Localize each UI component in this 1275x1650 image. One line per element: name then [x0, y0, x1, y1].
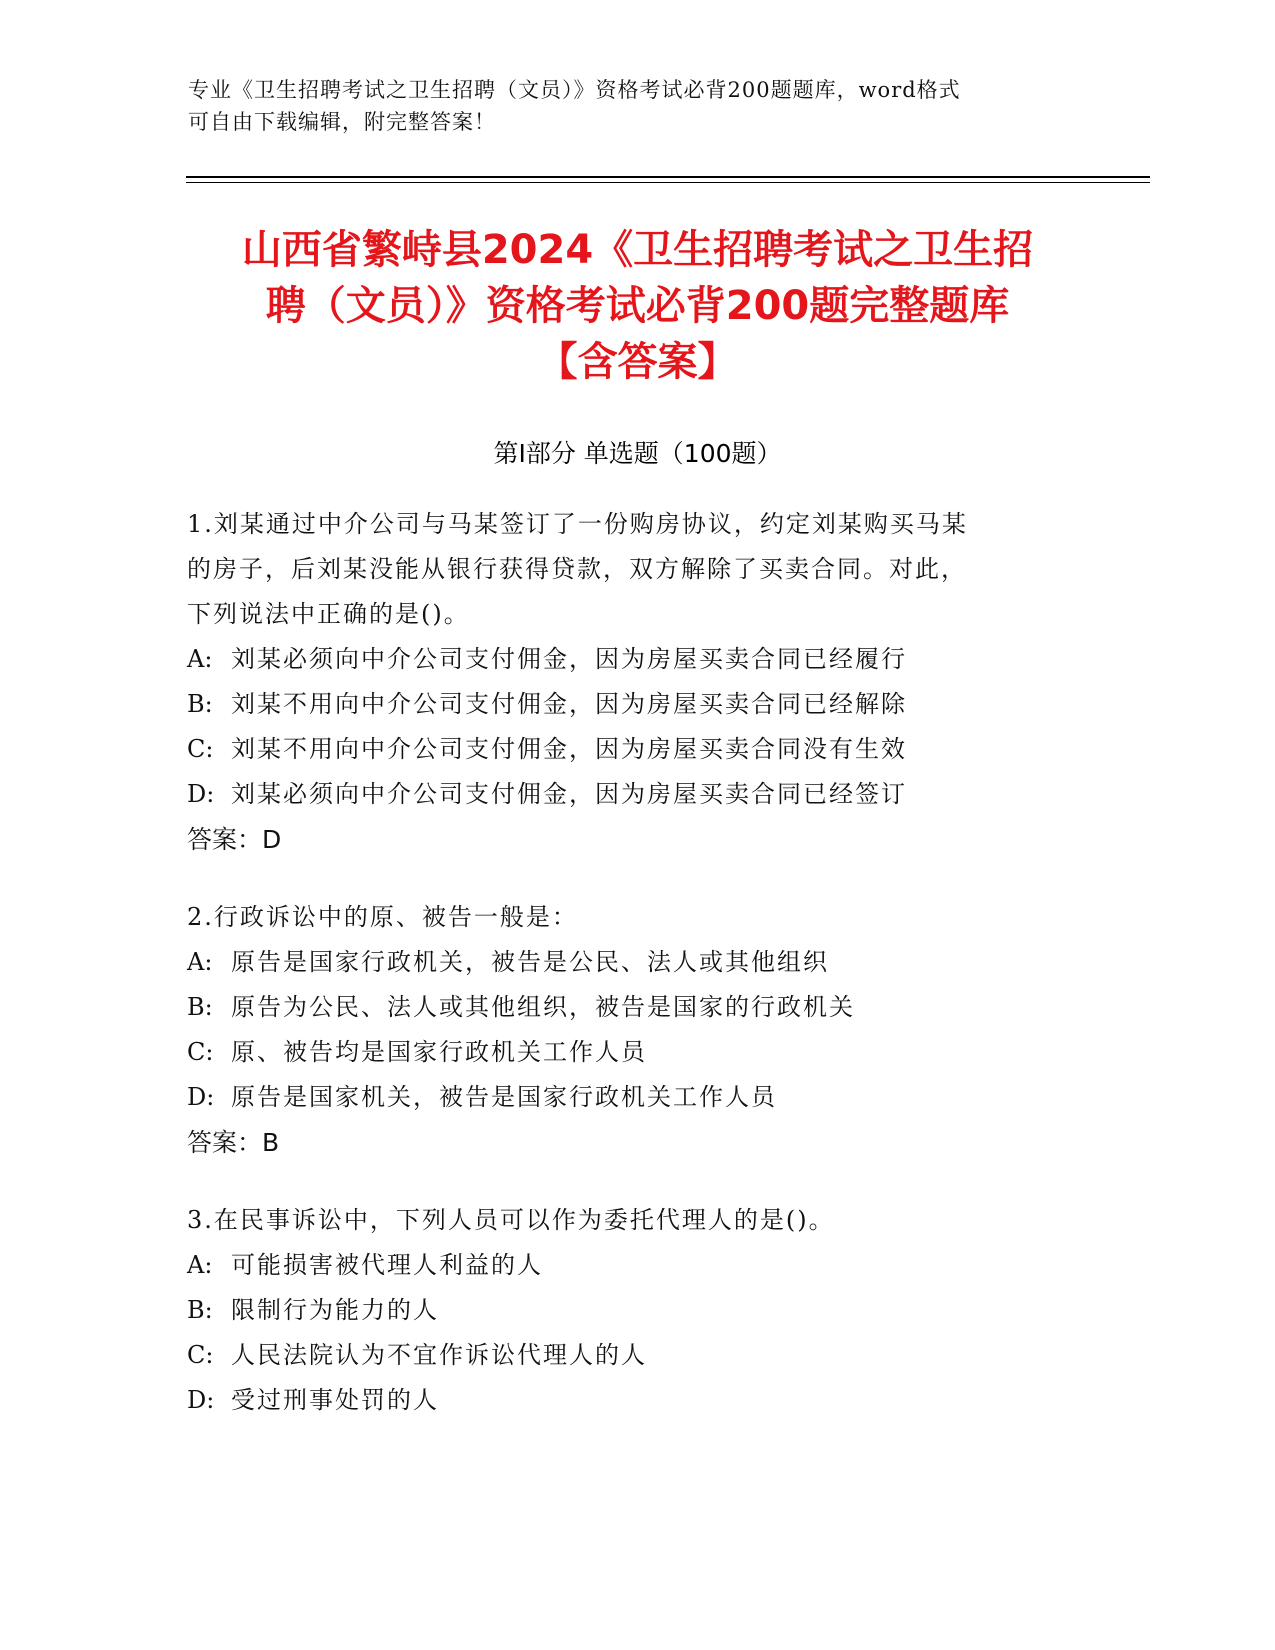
- option-letter: A:: [187, 1251, 213, 1279]
- option-letter: A:: [187, 948, 213, 976]
- option-letter: D:: [187, 780, 215, 808]
- question-stem-line: 下列说法中正确的是()。: [187, 600, 470, 628]
- option-letter: B:: [187, 1296, 213, 1324]
- document-title: [186, 222, 1089, 390]
- option-letter: B:: [187, 993, 213, 1021]
- option-a: [187, 940, 1087, 985]
- option-b: [187, 1288, 1087, 1333]
- option-b: [187, 682, 1087, 727]
- header-divider-thin: [186, 182, 1150, 183]
- option-d: [187, 1378, 1087, 1423]
- question-stem-line: 3.在民事诉讼中，下列人员可以作为委托代理人的是()。: [187, 1206, 835, 1234]
- header-note-line: 专业《卫生招聘考试之卫生招聘（文员）》资格考试必背200题题库，word格式: [188, 78, 961, 102]
- title-line: 【含答案】: [537, 339, 738, 385]
- option-c: [187, 1030, 1087, 1075]
- question-stem-line: 的房子，后刘某没能从银行获得贷款，双方解除了买卖合同。对此，: [187, 555, 967, 583]
- question-3: [187, 1198, 1087, 1423]
- header-note-line: 可自由下载编辑，附完整答案！: [188, 110, 496, 134]
- question-stem-line: 2.行政诉讼中的原、被告一般是：: [187, 903, 578, 931]
- option-text: 刘某不用向中介公司支付佣金，因为房屋买卖合同没有生效: [231, 735, 907, 763]
- option-letter: A:: [187, 645, 213, 673]
- option-b: [187, 985, 1087, 1030]
- option-letter: D:: [187, 1386, 215, 1414]
- option-letter: B:: [187, 690, 213, 718]
- title-line: 山西省繁峙县2024《卫生招聘考试之卫生招: [241, 227, 1034, 273]
- header-note: [188, 74, 1068, 138]
- answer-line: 答案：B: [187, 1128, 280, 1157]
- option-text: 可能损害被代理人利益的人: [231, 1251, 543, 1279]
- option-a: [187, 637, 1087, 682]
- option-d: [187, 1075, 1087, 1120]
- option-text: 原告为公民、法人或其他组织，被告是国家的行政机关: [231, 993, 855, 1021]
- option-text: 刘某必须向中介公司支付佣金，因为房屋买卖合同已经签订: [231, 780, 907, 808]
- option-text: 限制行为能力的人: [231, 1296, 439, 1324]
- option-text: 人民法院认为不宜作诉讼代理人的人: [231, 1341, 647, 1369]
- option-d: [187, 772, 1087, 817]
- title-line: 聘（文员）》资格考试必背200题完整题库: [265, 283, 1010, 329]
- option-letter: C:: [187, 735, 214, 763]
- question-1: [187, 502, 1087, 862]
- header-divider-thick: [186, 176, 1150, 178]
- option-c: [187, 1333, 1087, 1378]
- option-c: [187, 727, 1087, 772]
- question-stem-line: 1.刘某通过中介公司与马某签订了一份购房协议，约定刘某购买马某: [187, 510, 968, 538]
- option-letter: C:: [187, 1341, 214, 1369]
- option-a: [187, 1243, 1087, 1288]
- option-text: 刘某必须向中介公司支付佣金，因为房屋买卖合同已经履行: [231, 645, 907, 673]
- option-text: 原、被告均是国家行政机关工作人员: [231, 1038, 647, 1066]
- option-text: 原告是国家机关，被告是国家行政机关工作人员: [231, 1083, 777, 1111]
- section-heading: 第Ⅰ部分 单选题（100题）: [493, 439, 782, 468]
- option-letter: D:: [187, 1083, 215, 1111]
- option-text: 受过刑事处罚的人: [231, 1386, 439, 1414]
- option-text: 原告是国家行政机关，被告是公民、法人或其他组织: [231, 948, 829, 976]
- answer-line: 答案：D: [187, 825, 282, 854]
- question-2: [187, 895, 1087, 1165]
- option-text: 刘某不用向中介公司支付佣金，因为房屋买卖合同已经解除: [231, 690, 907, 718]
- option-letter: C:: [187, 1038, 214, 1066]
